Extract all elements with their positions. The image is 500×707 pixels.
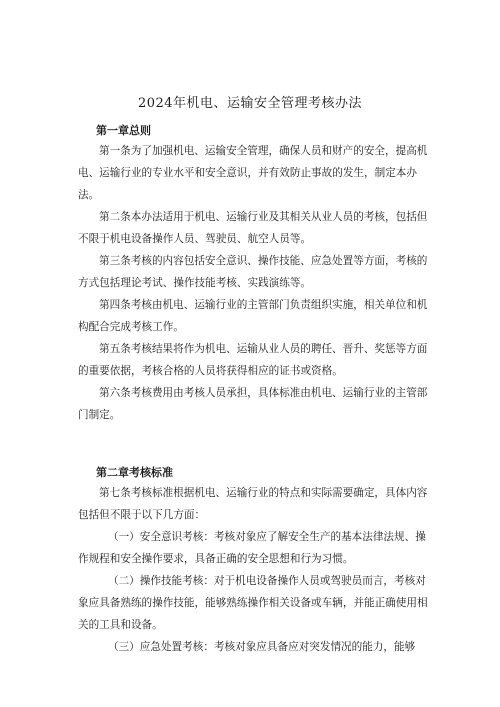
article-4: 第四条考核由机电、运输行业的主管部门负责组织实施，相关单位和机构配合完成考核工作。	[78, 299, 428, 333]
list-item: （二）操作技能考核：对于机电设备操作人员或驾驶员而言，考核对象应具备熟练的操作技能，能够熟练操作相关设备或车辆，并能正确使用相关的工具和设备。	[78, 575, 428, 631]
chapter-2-heading: 第二章考核标准	[96, 466, 173, 479]
article-7: 第七条考核标准根据机电、运输行业的特点和实际需要确定，具体内容包括但不限于以下几方面：	[78, 487, 428, 521]
chapter-1-heading: 第一章总则	[96, 124, 151, 137]
list-item: （一）安全意识考核：考核对象应了解安全生产的基本法律法规、操作规程和安全操作要求，具备正确的安全思想和行为习惯。	[78, 531, 426, 565]
article-5: 第五条考核结果将作为机电、运输从业人员的聘任、晋升、奖惩等方面的重要依据，考核合格的人员将获得相应的证书或资格。	[78, 343, 428, 377]
article-1: 第一条为了加强机电、运输安全管理，确保人员和财产的安全，提高机电、运输行业的专业水平和安全意识，并有效防止事故的发生，制定本办法。	[78, 145, 428, 201]
document-title: 2024年机电、运输安全管理考核办法	[137, 96, 363, 111]
chapter-2-body	[78, 482, 428, 658]
article-2: 第二条本办法适用于机电、运输行业及其相关从业人员的考核，包括但不限于机电设备操作人员、驾驶员、航空人员等。	[78, 211, 428, 245]
chapter-1-body	[78, 140, 428, 426]
list-item: （三）应急处置考核：考核对象应具备应对突发情况的能力，能够	[108, 641, 416, 653]
article-6: 第六条考核费用由考核人员承担，具体标准由机电、运输行业的主管部门制定。	[78, 387, 428, 421]
article-3: 第三条考核的内容包括安全意识、操作技能、应急处置等方面，考核的方式包括理论考试、操作技能考核、实践演练等。	[78, 255, 428, 289]
